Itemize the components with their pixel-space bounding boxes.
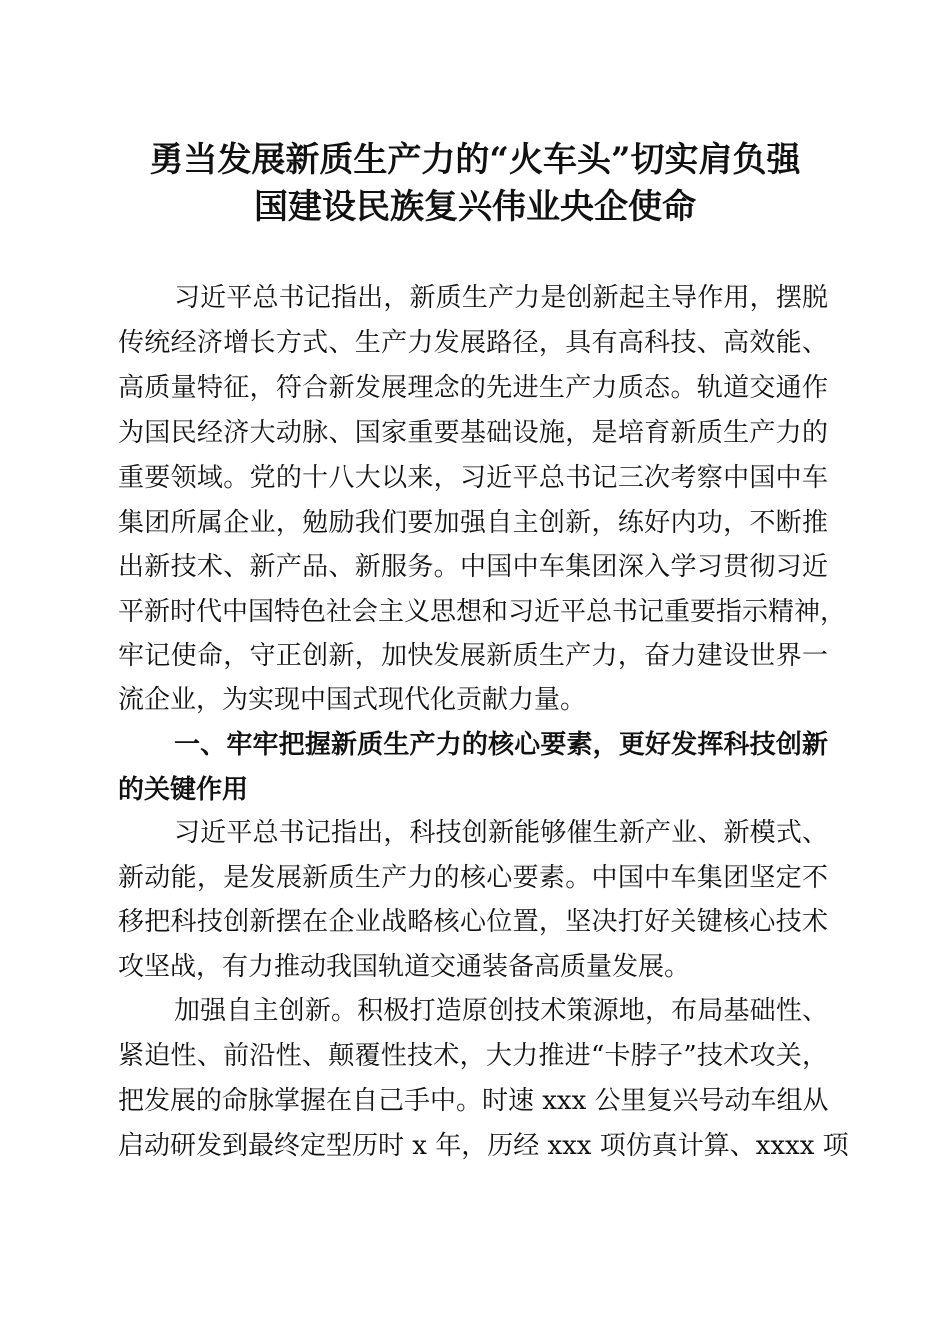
paragraph-line: 集团所属企业，勉励我们要加强自主创新，练好内功，不断推: [118, 508, 828, 538]
paragraph-line: 重要领域。党的十八大以来，习近平总书记三次考察中国中车: [118, 463, 828, 493]
paragraph-line: 把发展的命脉掌握在自己手中。时速 xxx 公里复兴号动车组从: [118, 1086, 829, 1116]
document-title-line-1: 勇当发展新质生产力的“火车头”切实肩负强: [149, 140, 801, 180]
paragraph-line: 习近平总书记指出，新质生产力是创新起主导作用，摆脱: [174, 283, 828, 313]
paragraph-line: 为国民经济大动脉、国家重要基础设施，是培育新质生产力的: [118, 418, 828, 448]
paragraph-line: 高质量特征，符合新发展理念的先进生产力质态。轨道交通作: [118, 373, 828, 403]
paragraph-line: 紧迫性、前沿性、颠覆性技术，大力推进“卡脖子”技术攻关，: [118, 1041, 828, 1071]
paragraph-line: 出新技术、新产品、新服务。中国中车集团深入学习贯彻习近: [118, 552, 828, 582]
paragraph-line: 启动研发到最终定型历时 x 年，历经 xxx 项仿真计算、xxxx 项: [118, 1131, 849, 1161]
paragraph-line: 移把科技创新摆在企业战略核心位置，坚决打好关键核心技术: [118, 907, 828, 937]
paragraph-line: 加强自主创新。积极打造原创技术策源地，布局基础性、: [174, 996, 828, 1026]
paragraph-line: 平新时代中国特色社会主义思想和习近平总书记重要指示精神，: [118, 597, 847, 627]
section-heading-line: 的关键作用: [118, 775, 249, 805]
paragraph-line: 习近平总书记指出，科技创新能够催生新产业、新模式、: [174, 818, 828, 848]
paragraph-line: 攻坚战，有力推动我国轨道交通装备高质量发展。: [118, 952, 691, 982]
paragraph-line: 流企业，为实现中国式现代化贡献力量。: [118, 685, 587, 715]
section-heading-line: 一、牢牢把握新质生产力的核心要素，更好发挥科技创新: [174, 730, 828, 760]
paragraph-line: 传统经济增长方式、生产力发展路径，具有高科技、高效能、: [118, 328, 828, 358]
paragraph-line: 新动能，是发展新质生产力的核心要素。中国中车集团坚定不: [118, 863, 828, 893]
document-title-line-2: 国建设民族复兴伟业央企使命: [254, 187, 696, 227]
paragraph-line: 牢记使命，守正创新，加快发展新质生产力，奋力建设世界一: [118, 641, 828, 671]
